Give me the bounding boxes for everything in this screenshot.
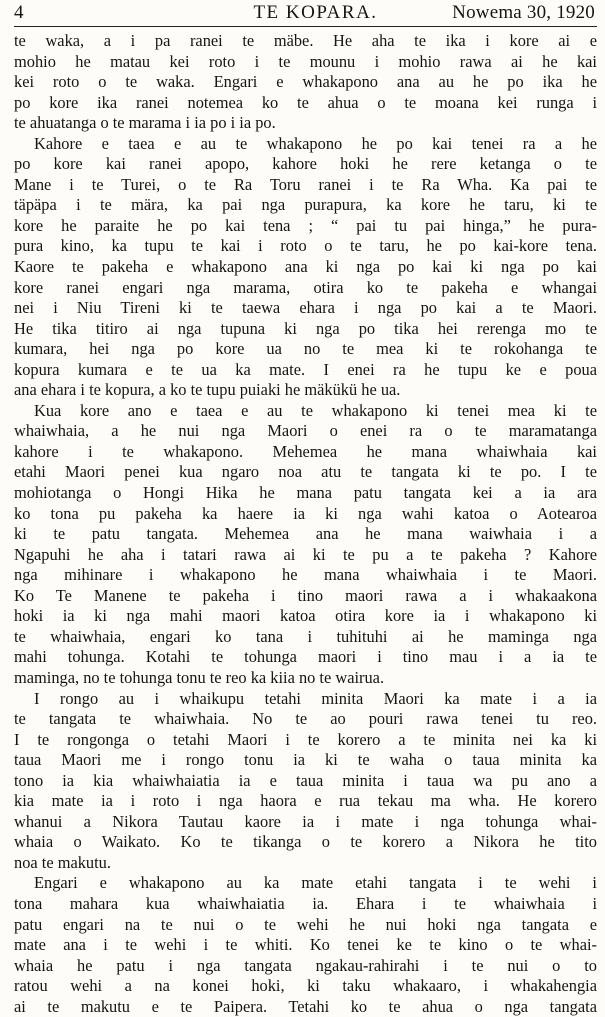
article-body <box>14 31 597 1017</box>
text-line: ko tona pu pakeha ka haere ia ki nga wahi katoa o Aotearoa <box>14 503 597 523</box>
text-line: kei roto o te waka. Engari e whakapono ana au he po ika he <box>14 72 597 92</box>
text-line: po kore ika ranei notemea ko te ahua o te moana kei runga i <box>14 92 597 112</box>
article-paragraph <box>14 134 597 401</box>
text-line: Kahore e taea e au te whakapono he po kai tenei ra a he <box>34 133 597 153</box>
text-line: tona mahara kua whaiwhaiatia ia. Ehara i te whaiwhaia i <box>14 893 597 913</box>
text-line: kopura kumara e te ua ka mate. I enei ra he tupu ke e poua <box>14 359 597 379</box>
text-line: te tangata te whaiwhaia. No te ao pouri rawa tenei tu reo. <box>14 709 597 729</box>
text-line: taua Maori me i rongo tonu ia ki te waha o taua minita ka <box>14 750 597 770</box>
page-header <box>14 0 597 27</box>
publication-title: TE KOPARA. <box>253 2 378 23</box>
text-line: täpäpa i te mära, ka pai nga purapura, ka kore he taru, ki te <box>14 195 597 215</box>
text-line: te ahuatanga o te marama i ia po i ia po. <box>14 113 276 133</box>
text-line: Kua kore ano e taea e au te whakapono ki tenei mea ki te <box>34 400 597 420</box>
text-line: ratou wehi a na konei hoki, ki taku whakaaro, i whakahengia <box>14 976 597 996</box>
text-line: mate ana i te wehi i te whiti. Ko tenei ke te kino o te whai- <box>14 935 597 955</box>
text-line: Ngapuhi he aha i tatari rawa ai ki te pu a te pakeha ? Kahore <box>14 544 597 564</box>
text-line: whaia he patu i nga tangata ngakau-rahirahi i te nui o to <box>14 955 597 975</box>
text-line: maminga, no te tohunga tonu te reo ka kiia no te wairua. <box>14 667 385 687</box>
text-line: mahi tohunga. Kotahi te tohunga maori i tino mau i a ia te <box>14 647 597 667</box>
text-line: kore he paraite he po kai tena ; “ pai tu pai hinga,” he pura- <box>14 215 597 235</box>
text-line: whanui a Nikora Tautau kaore ia i mate i nga tohunga whai- <box>14 811 597 831</box>
text-line: kumara, hei nga po kore ua no te mea ki te rokohanga te <box>14 339 597 359</box>
page-number: 4 <box>14 2 24 23</box>
text-line: tono ia kia whaiwhaiatia ia e taua minita i taua wa pu ano a <box>14 770 597 790</box>
text-line: Engari e whakapono au ka mate etahi tangata i te wehi i <box>34 873 597 893</box>
text-line: etahi Maori penei kua ngaro noa atu te tangata ki te po. I te <box>14 462 597 482</box>
text-line: te whaiwhaia, engari ko tana i tuhituhi ai he maminga nga <box>14 626 597 646</box>
article-paragraph <box>14 873 597 1017</box>
text-line: ki te patu tangata. Mehemea ana he mana waiwhaia i a <box>14 524 597 544</box>
text-line: kia mate ia i roto i nga haora e rua tekau ma wha. He korero <box>14 791 597 811</box>
issue-date: Nowema 30, 1920 <box>452 2 595 23</box>
text-line: ana ehara i te kopura, a ko te tupu puiaki he mäkükü he ua. <box>14 380 401 400</box>
text-line: po kore kai ranei apopo, kahore hoki he rere ketanga o te <box>14 154 597 174</box>
text-line: nga mihinare i whakapono he mana whaiwhaia i te Maori. <box>14 565 597 585</box>
text-line: mohio he matau kei roto i te mounu i mohio rawa ai he kai <box>14 51 597 71</box>
text-line: He tika titiro ai nga tupuna ki nga po tika hei rerenga mo te <box>14 318 597 338</box>
text-line: hoki ia ki nga mahi maori katoa otira kore ia i whakapono ki <box>14 606 597 626</box>
text-line: te waka, a i pa ranei te mäbe. He aha te ika i kore ai e <box>14 31 597 50</box>
article-paragraph <box>14 401 597 689</box>
text-line: whaia o Waikato. Ko te tikanga o te korero a Nikora he tito <box>14 832 597 852</box>
text-line: patu engari na te nui o te wehi he nui hoki nga tangata e <box>14 914 597 934</box>
text-line: kahore i te whakapono. Mehemea he mana whaiwhaia kai <box>14 441 597 461</box>
text-line: nei i Niu Tireni ki te taewa ehara i nga po kai a te Maori. <box>14 298 597 318</box>
text-line: noa te makutu. <box>14 852 111 872</box>
text-line: Kaore te pakeha e whakapono ana ki nga po kai ki nga po kai <box>14 257 597 277</box>
text-line: whaiwhaia, a he nui nga Maori o enei ra o te maramatanga <box>14 421 597 441</box>
text-line: ai te makutu e te Paipera. Tetahi ko te ahua o nga tangata <box>14 996 597 1016</box>
text-line: pura kino, ka tupu te kai i roto o te taru, he po kai-kore tena. <box>14 236 597 256</box>
text-line: kore ranei engari nga marama, otira ko te pakeha e whangai <box>14 277 597 297</box>
text-line: Mane i te Turei, o te Ra Toru ranei i te Ra Wha. Ka pai te <box>14 174 597 194</box>
text-line: I rongo au i whaikupu tetahi minita Maori ka mate i a ia <box>34 688 597 708</box>
article-paragraph <box>14 31 597 134</box>
text-line: I te rongonga o tetahi Maori i te korero a te minita nei ka ki <box>14 729 597 749</box>
text-line: mohiotanga o Hongi Hika he mana patu tangata kei a ia ara <box>14 483 597 503</box>
text-line: Ko Te Manene te pakeha i tino maori rawa a i whakaakona <box>14 585 597 605</box>
article-paragraph <box>14 689 597 874</box>
